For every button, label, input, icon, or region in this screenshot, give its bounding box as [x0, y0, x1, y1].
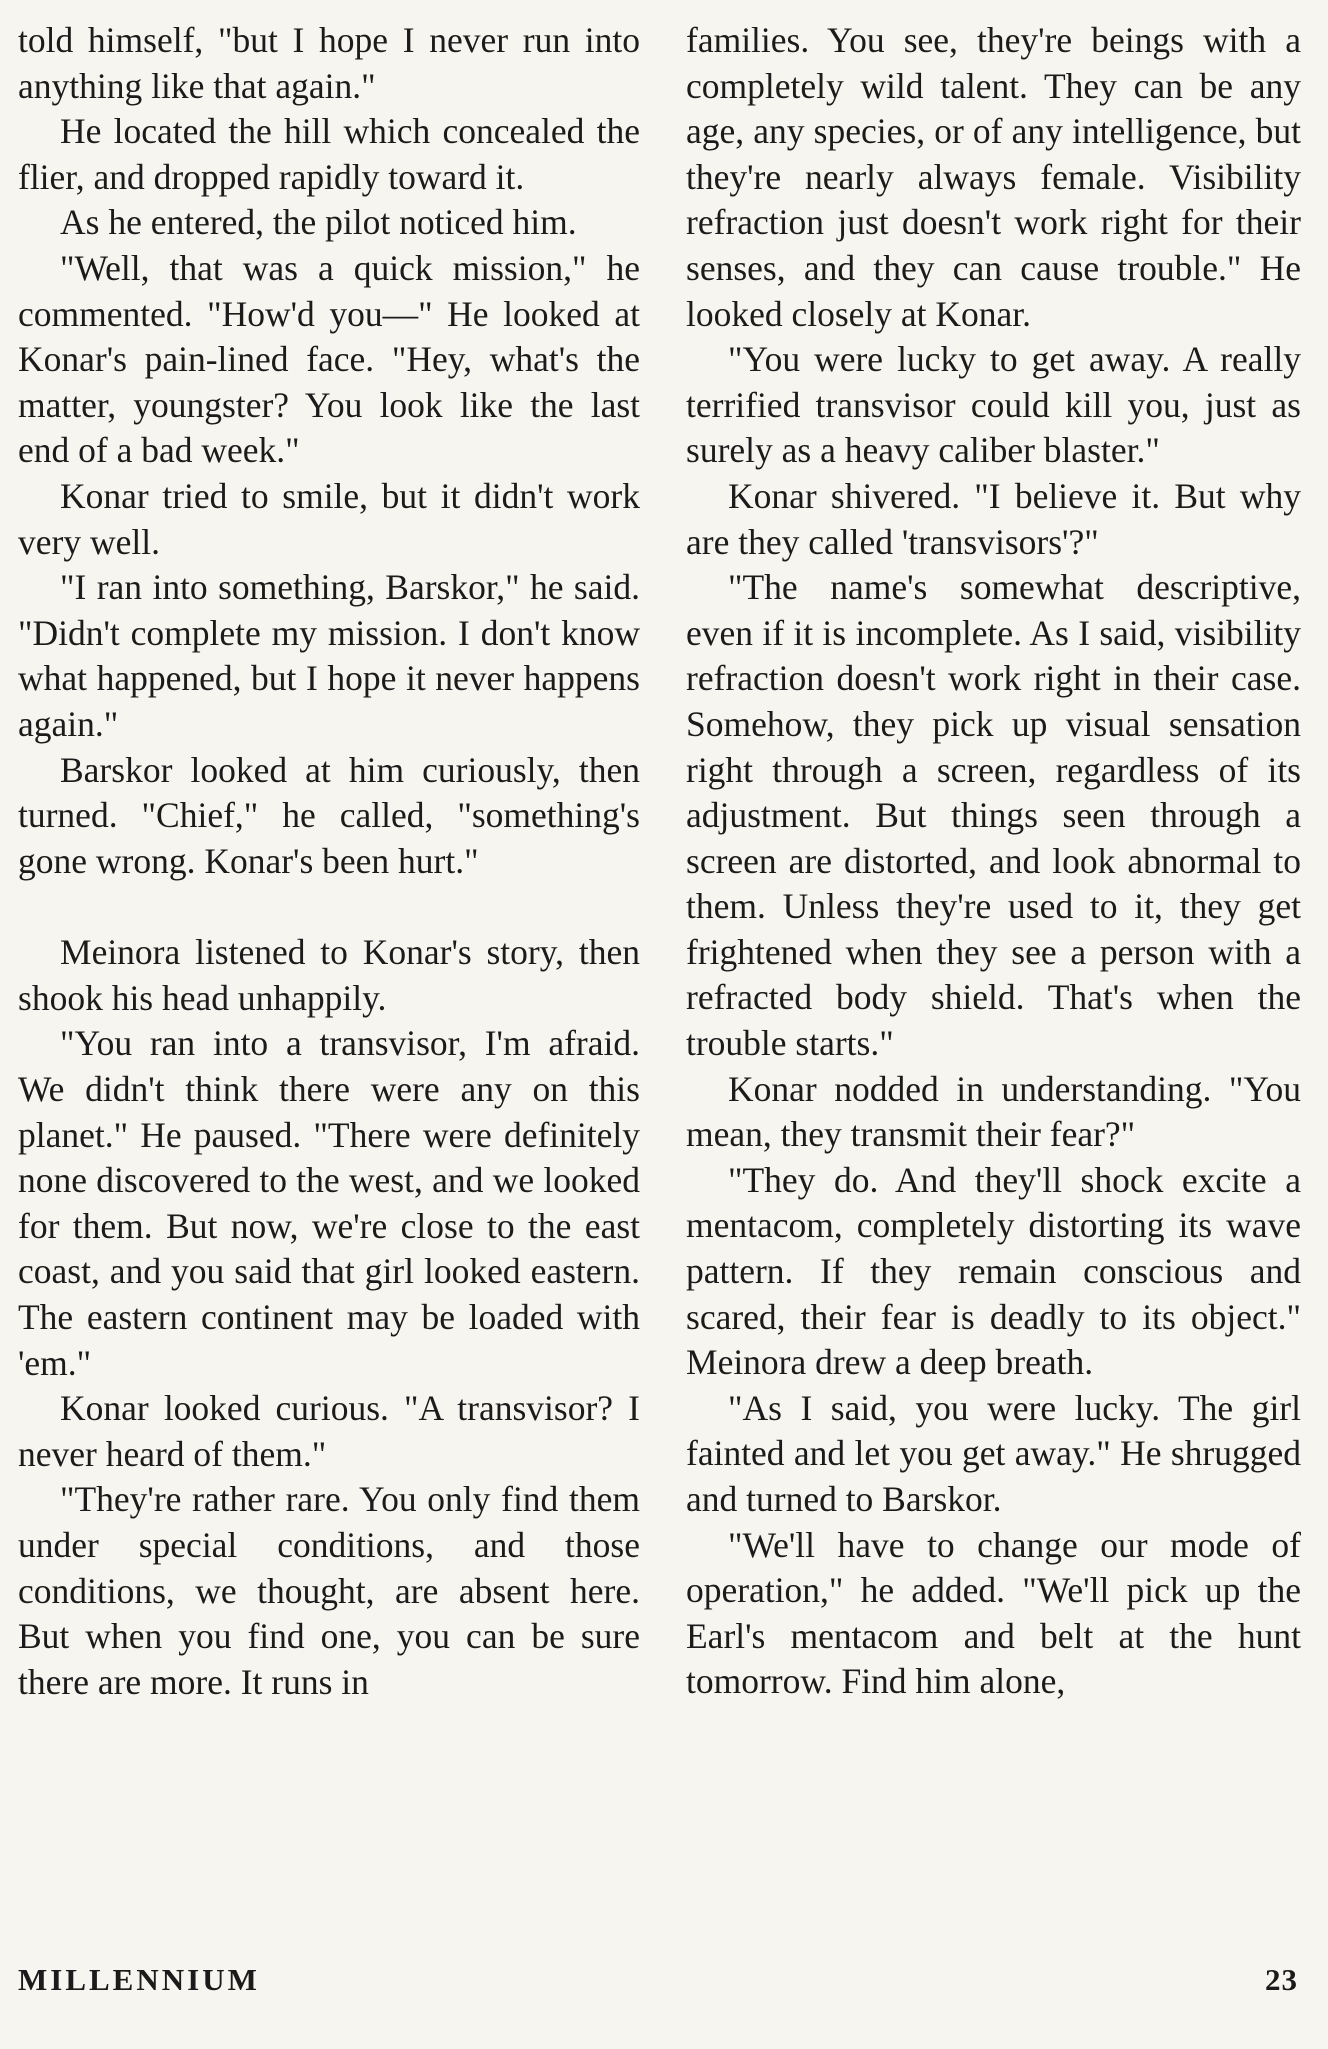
paragraph: "I ran into something, Barskor," he said. "Didn't complete my mission. I don't know what happened, but I hope it never happens again."	[18, 567, 640, 744]
left-column	[18, 18, 640, 1705]
paragraph: "They do. And they'll shock excite a mentacom, completely distorting its wave pattern. If they remain conscious and scared, their fear is deadly to its object." Meinora drew a deep breath.	[686, 1159, 1301, 1383]
paragraph: As he entered, the pilot noticed him.	[60, 202, 577, 243]
paragraph: Meinora listened to Konar's story, then shook his head unhappily.	[18, 932, 640, 1018]
page-number: 23	[1265, 1962, 1298, 1997]
paragraph: He located the hill which concealed the flier, and dropped rapidly toward it.	[18, 111, 640, 197]
paragraph: Konar tried to smile, but it didn't work very well.	[18, 475, 640, 562]
paragraph: Konar nodded in understanding. "You mean, they transmit their fear?"	[686, 1068, 1301, 1155]
paragraph: "You were lucky to get away. A really terrified transvisor could kill you, just as surely as a heavy caliber blaster."	[686, 339, 1301, 471]
paragraph: "They're rather rare. You only find them under special conditions, and those conditions, we thought, are absent here. But when you find one, you can be sure there are more. It runs in	[18, 1479, 640, 1702]
paragraph: Konar shivered. "I believe it. But why are they called 'transvisors'?"	[686, 475, 1301, 562]
right-column	[686, 18, 1301, 1705]
magazine-title: MILLENNIUM	[18, 1962, 260, 1997]
paragraph: Konar looked curious. "A transvisor? I never heard of them."	[18, 1388, 640, 1474]
paragraph: Barskor looked at him curiously, then turned. "Chief," he called, "something's gone wrong. Konar's been hurt."	[18, 749, 640, 881]
paragraph: families. You see, they're beings with a completely wild talent. They can be any age, any species, or of any intelligence, but they're nearly always female. Visibility refraction just doesn't work right for their senses, and they can cause trouble." He looked closely at Konar.	[686, 20, 1301, 334]
paragraph: "You ran into a transvisor, I'm afraid. We didn't think there were any on this planet." He paused. "There were definitely none discovered to the west, and we looked for them. But now, we're close to the east coast, and you said that girl looked eastern. The eastern continent may be loaded with 'em."	[18, 1023, 640, 1383]
paragraph: "Well, that was a quick mission," he commented. "How'd you—" He looked at Konar's pain-lined face. "Hey, what's the matter, youngster? You look like the last end of a bad week."	[18, 247, 640, 471]
paragraph: "As I said, you were lucky. The girl fainted and let you get away." He shrugged and turned to Barskor.	[686, 1387, 1301, 1519]
paragraph: "We'll have to change our mode of operation," he added. "We'll pick up the Earl's mentacom and belt at the hunt tomorrow. Find him alone,	[686, 1524, 1301, 1702]
paragraph: told himself, "but I hope I never run into anything like that again."	[18, 20, 640, 106]
paragraph: "The name's somewhat descriptive, even if it is incomplete. As I said, visibility refraction doesn't work right in their case. Somehow, they pick up visual sensation right through a screen, regardless of its adjustment. But things seen through a screen are distorted, and look abnormal to them. Unless they're used to it, they get frightened when they see a person with a refracted body shield. That's when the trouble starts."	[686, 567, 1301, 1064]
